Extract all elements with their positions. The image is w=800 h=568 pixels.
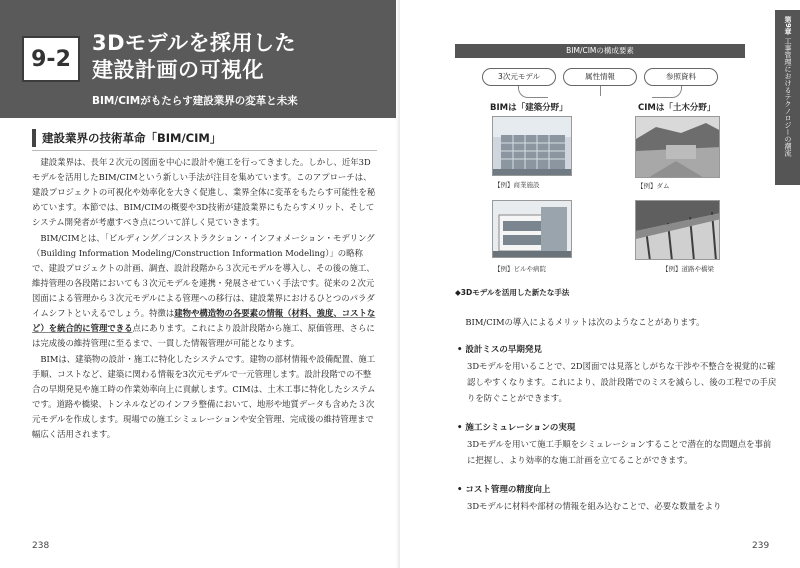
paragraph-3-text: BIMは、建築物の設計・施工に特化したシステムです。建物の部材情報や設備配置、施工手順、コストなど、建築に関わる情報を3次元モデルで一元管理します。設計段階での不整合の早期発見や施工時の作業効率向上に貢献します。CIMは、土木工事に特化したシステムです。道路や橋梁、トンネルなどのインフラ整備において、地形や地質データも含めた３次元モデルを作成します。現場での施工シミュレーションや安全管理、完成後の維持管理まで幅広く活用されます。 [32, 354, 376, 439]
section-title [92, 30, 392, 84]
commercial-facility-image [493, 117, 572, 176]
page-number-right: 239 [752, 541, 770, 551]
intro-text [457, 314, 777, 330]
caption-building: 【例】ビルや病院 [494, 265, 546, 273]
bullet-title-design-errors: • 設計ミスの早期発見 [457, 345, 542, 355]
chapter-side-tab [775, 10, 800, 185]
section-title-line-1: 3Dモデルを採用した [92, 31, 296, 55]
intro-text-content: BIM/CIMの導入によるメリットは次のようなことがあります。 [465, 317, 705, 327]
right-body-text [457, 314, 777, 514]
photo-dam [635, 116, 720, 178]
section-header [0, 0, 400, 118]
paragraph-2-text-a: BIM/CIMとは、「ビルディング／コンストラクション・インフォメーション・モデリング（Building Information Modeling/Construction Information Modeling）」の略称で、建設プロジェクトの計画、調査、設計段階から３次元モデルを導入し、その後の施工、維持管理の各段階においても３次元モデルを連携・発展させていく手法です。従来の２次元図面による管理から３次元モデルによる管理への移行は、建設業界におけるひとつのパラダイムシフトといえるでしょう。特徴は [32, 233, 375, 318]
tag-reference-material: 参照資料 [644, 68, 718, 86]
bim-column-title: BIMは「建築分野」 [490, 103, 568, 113]
section-number: 9-2 [31, 46, 71, 72]
photo-road-bridge [635, 200, 720, 260]
cim-column-title: CIMは「土木分野」 [638, 103, 716, 113]
bullet-text-construction-simulation: 3Dモデルを用いて施工手順をシミュレーションすることで潜在的な問題点を事前に把握し、より効率的な施工計画を立てることができます。 [467, 439, 772, 465]
connector-left [518, 86, 548, 98]
photo-building-hospital [492, 200, 572, 258]
left-body-text [32, 155, 377, 443]
heading-rule [32, 150, 377, 151]
connector-center [600, 86, 601, 96]
section-subtitle: BIM/CIMがもたらす建設業界の変革と未来 [92, 95, 298, 107]
right-page [400, 0, 800, 568]
paragraph-1 [32, 155, 377, 230]
bridge-image [636, 201, 720, 260]
connector-right [652, 86, 682, 98]
bullet-title-cost-management: • コスト管理の精度向上 [457, 485, 551, 495]
section-number-badge [22, 36, 80, 82]
figure-title-banner: BIM/CIMの構成要素 [455, 44, 745, 58]
figure-caption: ◆3Dモデルを活用した新たな手法 [455, 288, 570, 297]
paragraph-3 [32, 352, 377, 442]
caption-dam: 【例】ダム [637, 182, 670, 190]
photo-commercial-facility [492, 116, 572, 176]
page-number-left: 238 [32, 541, 50, 551]
paragraph-2-highlight: 建物や構造物の各要素の情報（材料、強度、コストなど）を統合的に管理できる [32, 308, 376, 333]
building-image [493, 201, 572, 258]
tag-3d-model: 3次元モデル [482, 68, 556, 86]
tag-attribute-info: 属性情報 [563, 68, 637, 86]
paragraph-2-text-b: 点にあります。これにより設計段階から施工、原価管理、さらには完成後の維持管理に至るまで、一貫した情報管理が可能となります。 [32, 323, 375, 348]
caption-bridge: 【例】道路や橋梁 [662, 265, 714, 273]
dam-image [636, 117, 720, 178]
subsection-heading: 建設業界の技術革命「BIM/CIM」 [32, 129, 372, 147]
bullet-text-cost-management: 3Dモデルに材料や部材の情報を組み込むことで、必要な数量をより [467, 501, 722, 511]
side-tab-chapter: 第9章 [784, 16, 792, 35]
caption-commercial: 【例】商業施設 [494, 181, 540, 189]
bullet-text-design-errors: 3Dモデルを用いることで、2D図面では見落としがちな干渉や不整合を視覚的に確認しやすくなります。これにより、設計段階でのミスを減らし、後の工程での手戻りを防ぐことができます。 [467, 361, 777, 403]
bullet-title-construction-simulation: • 施工シミュレーションの実現 [457, 423, 576, 433]
paragraph-2 [32, 231, 377, 351]
section-title-line-2: 建設計画の可視化 [92, 58, 264, 82]
side-tab-text: 工事管理におけるテクノロジーの潮流 [784, 37, 792, 157]
paragraph-1-text: 建設業界は、長年２次元の図面を中心に設計や施工を行ってきました。しかし、近年3Dモデルを活用したBIM/CIMという新しい手法が注目を集めています。このアプローチは、建設プロジェクトの可視化や効率化を大きく促進し、業界全体に変革をもたらす可能性を秘めています。本節では、BIM/CIMの概要や3D技術が建設業界にもたらすメリット、そしてシステム開発者が考慮すべき点について詳しく見ていきます。 [32, 157, 376, 227]
